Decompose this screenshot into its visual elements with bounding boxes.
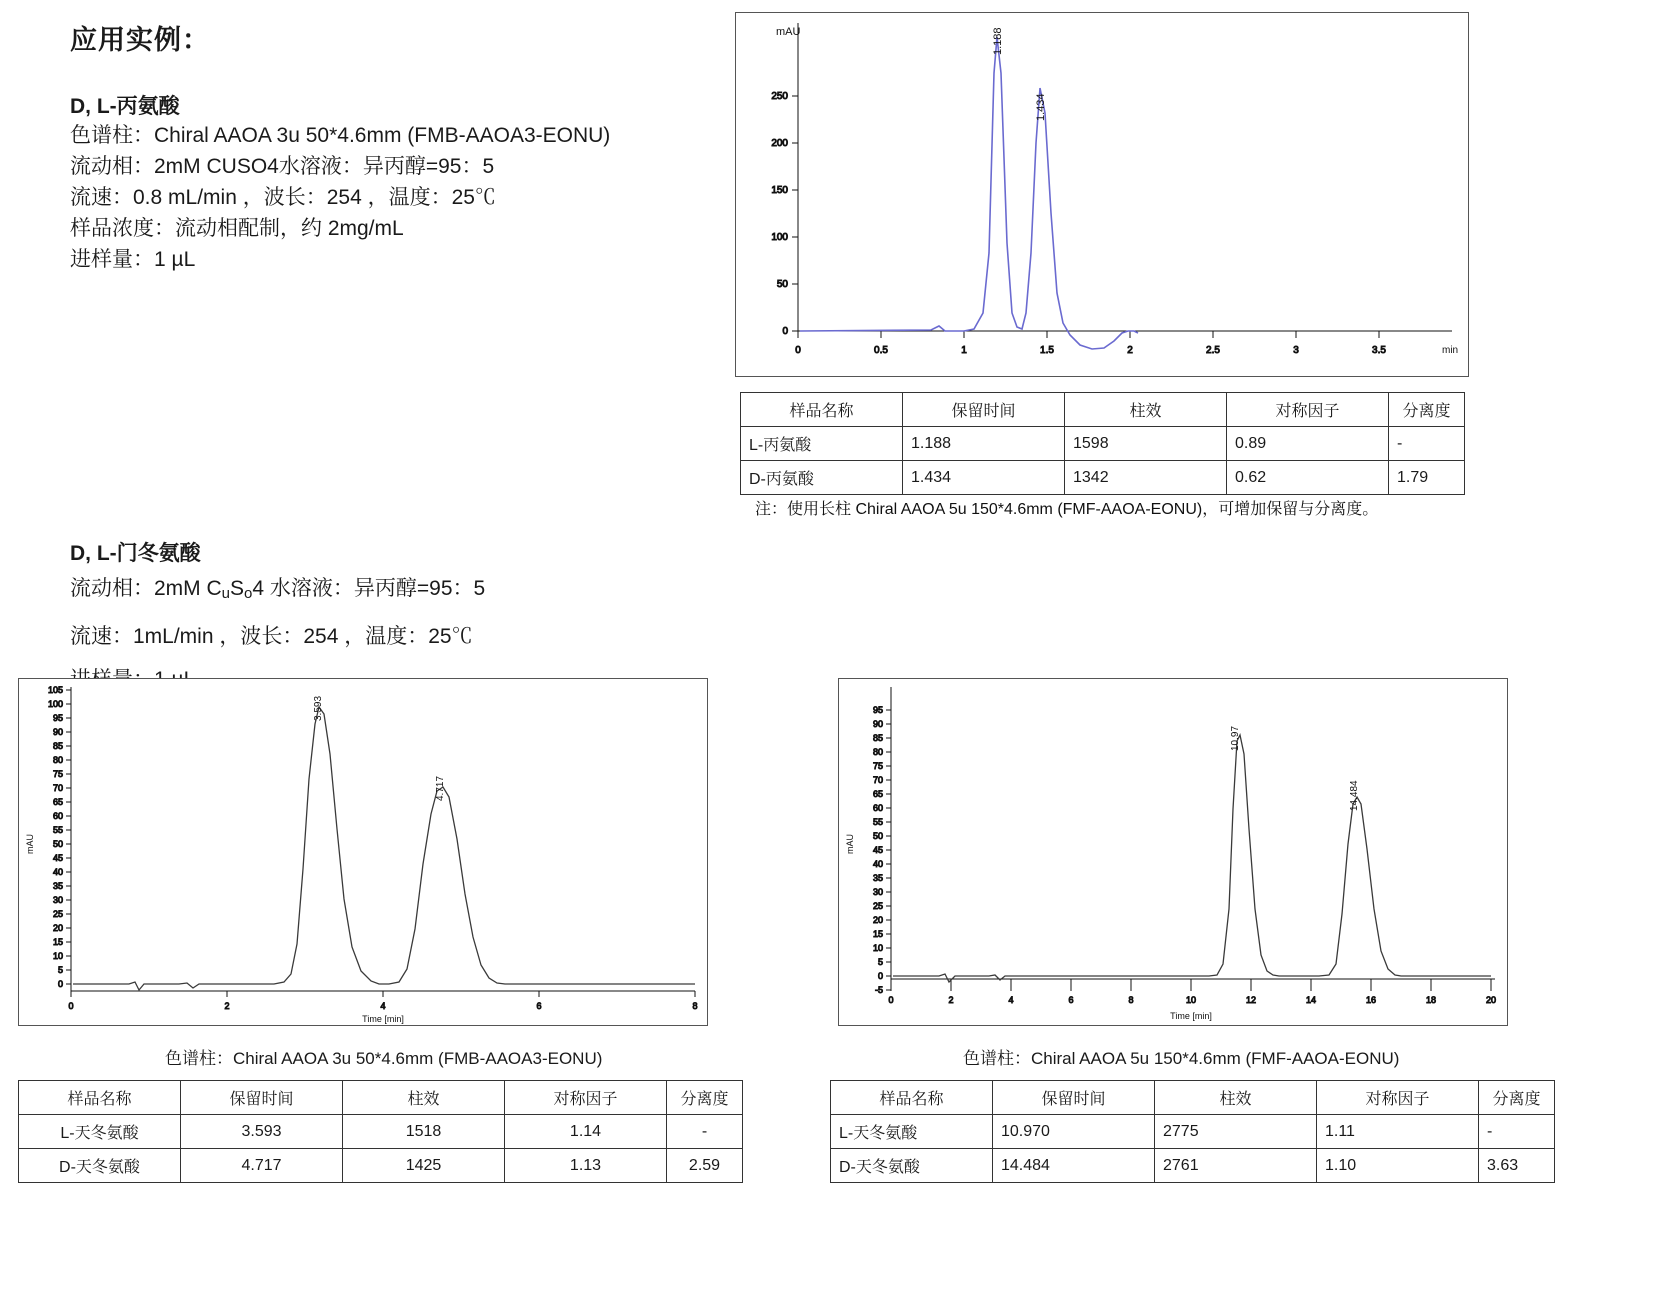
- table-header-cell: 对称因子: [1317, 1081, 1479, 1115]
- table-header-row: [741, 393, 1465, 427]
- table-row: [831, 1115, 1555, 1149]
- peak-label: 4.717: [435, 775, 446, 801]
- svg-text:0: 0: [782, 326, 788, 337]
- svg-text:25: 25: [872, 901, 883, 911]
- detail-line: 进样量：1 µL: [70, 248, 196, 271]
- section-details-alanine: [70, 120, 610, 275]
- svg-text:80: 80: [872, 747, 883, 757]
- peak-label: 10.97: [1230, 725, 1241, 751]
- table-header-cell: 保留时间: [181, 1081, 343, 1115]
- svg-text:16: 16: [1365, 995, 1377, 1005]
- svg-text:70: 70: [52, 783, 63, 793]
- svg-text:45: 45: [872, 845, 883, 855]
- table-cell: 10.970: [993, 1115, 1155, 1149]
- svg-text:25: 25: [52, 909, 63, 919]
- svg-text:80: 80: [52, 755, 63, 765]
- svg-text:0: 0: [877, 971, 883, 981]
- svg-text:55: 55: [52, 825, 63, 835]
- svg-text:90: 90: [872, 719, 883, 729]
- svg-text:mAU: mAU: [25, 834, 35, 854]
- svg-text:10: 10: [872, 943, 883, 953]
- svg-text:95: 95: [872, 705, 883, 715]
- svg-text:4: 4: [380, 1001, 386, 1011]
- svg-text:1: 1: [961, 345, 967, 356]
- caption-left-column: 色谱柱：Chiral AAOA 3u 50*4.6mm (FMB-AAOA3-EONU): [165, 1049, 603, 1068]
- svg-text:2: 2: [224, 1001, 230, 1011]
- table-header-cell: 保留时间: [903, 393, 1065, 427]
- table-cell: -: [1389, 427, 1465, 461]
- svg-text:3.5: 3.5: [1372, 345, 1386, 356]
- svg-text:50: 50: [776, 279, 788, 290]
- svg-text:100: 100: [771, 232, 788, 243]
- table-cell: 3.63: [1479, 1149, 1555, 1183]
- svg-text:15: 15: [52, 937, 63, 947]
- table-cell: 4.717: [181, 1149, 343, 1183]
- table-header-cell: 柱效: [1065, 393, 1227, 427]
- table-row: [19, 1149, 743, 1183]
- svg-text:75: 75: [872, 761, 883, 771]
- peak-label: 1.434: [1035, 93, 1047, 121]
- table-cell: 1.13: [505, 1149, 667, 1183]
- svg-text:10: 10: [1185, 995, 1197, 1005]
- svg-text:4: 4: [1008, 995, 1014, 1005]
- svg-text:6: 6: [536, 1001, 542, 1011]
- table-header-cell: 柱效: [1155, 1081, 1317, 1115]
- detail-line-mobile-phase: 流动相：2mM $C_uS_o4$ 水溶液：异丙醇=95：5: [70, 577, 486, 602]
- caption-right-column: 色谱柱：Chiral AAOA 5u 150*4.6mm (FMF-AAOA-EONU): [963, 1049, 1400, 1068]
- svg-text:55: 55: [872, 817, 883, 827]
- svg-text:20: 20: [52, 923, 63, 933]
- table-header-row: [19, 1081, 743, 1115]
- svg-text:0.5: 0.5: [874, 345, 888, 356]
- svg-text:min: min: [1442, 345, 1459, 356]
- table-cell: D-天冬氨酸: [19, 1149, 181, 1183]
- svg-text:85: 85: [52, 741, 63, 751]
- detail-line: 流速：0.8 mL/min ，波长：254 ，温度：25℃: [70, 186, 496, 209]
- svg-text:35: 35: [872, 873, 883, 883]
- table-row: [741, 461, 1465, 495]
- svg-text:65: 65: [872, 789, 883, 799]
- table-row: [741, 427, 1465, 461]
- svg-text:5: 5: [877, 957, 883, 967]
- note-alanine: 注：使用长柱 Chiral AAOA 5u 150*4.6mm (FMF-AAOA-EONU)，可增加保留与分离度。: [755, 501, 1379, 518]
- table-cell: 14.484: [993, 1149, 1155, 1183]
- table-cell: 1.11: [1317, 1115, 1479, 1149]
- page-title: 应用实例：: [70, 25, 210, 55]
- table-header-cell: 分离度: [667, 1081, 743, 1115]
- table-cell: -: [1479, 1115, 1555, 1149]
- table-cell: 1.79: [1389, 461, 1465, 495]
- table-cell: L-天冬氨酸: [19, 1115, 181, 1149]
- detail-line: 色谱柱：Chiral AAOA 3u 50*4.6mm (FMB-AAOA3-EONU): [70, 124, 611, 147]
- detail-line: 流动相：2mM CUSO4水溶液：异丙醇=95：5: [70, 155, 495, 178]
- chromatogram-alanine: [735, 12, 1469, 377]
- svg-text:50: 50: [52, 839, 63, 849]
- table-cell: 2775: [1155, 1115, 1317, 1149]
- svg-text:40: 40: [52, 867, 63, 877]
- svg-text:8: 8: [692, 1001, 698, 1011]
- table-header-cell: 样品名称: [741, 393, 903, 427]
- svg-text:45: 45: [52, 853, 63, 863]
- table-header-cell: 分离度: [1479, 1081, 1555, 1115]
- svg-text:50: 50: [872, 831, 883, 841]
- table-header-row: [831, 1081, 1555, 1115]
- svg-text:30: 30: [52, 895, 63, 905]
- svg-text:8: 8: [1128, 995, 1134, 1005]
- svg-text:3: 3: [1293, 345, 1299, 356]
- svg-text:mAU: mAU: [776, 26, 801, 38]
- svg-text:150: 150: [771, 185, 788, 196]
- table-cell: 1.188: [903, 427, 1065, 461]
- svg-text:250: 250: [771, 91, 788, 102]
- svg-text:12: 12: [1245, 995, 1257, 1005]
- svg-text:18: 18: [1425, 995, 1437, 1005]
- svg-text:105: 105: [47, 685, 63, 695]
- svg-text:0: 0: [795, 345, 801, 356]
- table-cell: 2761: [1155, 1149, 1317, 1183]
- svg-text:Time [min]: Time [min]: [362, 1014, 404, 1024]
- svg-text:40: 40: [872, 859, 883, 869]
- svg-text:2.5: 2.5: [1206, 345, 1220, 356]
- table-cell: L-丙氨酸: [741, 427, 903, 461]
- table-cell: 1.14: [505, 1115, 667, 1149]
- table-header-cell: 样品名称: [19, 1081, 181, 1115]
- section-heading-aspartic: D, L-门冬氨酸: [70, 542, 201, 565]
- svg-text:75: 75: [52, 769, 63, 779]
- svg-text:1.5: 1.5: [1040, 345, 1054, 356]
- svg-text:60: 60: [872, 803, 883, 813]
- table-cell: -: [667, 1115, 743, 1149]
- svg-text:mAU: mAU: [845, 834, 855, 854]
- svg-text:14: 14: [1305, 995, 1317, 1005]
- svg-text:90: 90: [52, 727, 63, 737]
- table-cell: D-天冬氨酸: [831, 1149, 993, 1183]
- svg-text:5: 5: [57, 965, 63, 975]
- svg-text:100: 100: [47, 699, 63, 709]
- table-cell: 2.59: [667, 1149, 743, 1183]
- table-header-cell: 样品名称: [831, 1081, 993, 1115]
- svg-text:20: 20: [872, 915, 883, 925]
- section-heading-alanine: D, L-丙氨酸: [70, 95, 180, 118]
- svg-text:10: 10: [52, 951, 63, 961]
- results-table-aspartic-short-column: [18, 1080, 743, 1183]
- chromatogram-aspartic-long-column: [838, 678, 1508, 1026]
- svg-text:0: 0: [68, 1001, 74, 1011]
- table-header-cell: 对称因子: [1227, 393, 1389, 427]
- chromatogram-aspartic-short-column: [18, 678, 708, 1026]
- svg-text:-5: -5: [874, 985, 883, 995]
- svg-text:30: 30: [872, 887, 883, 897]
- svg-text:70: 70: [872, 775, 883, 785]
- table-cell: 1.434: [903, 461, 1065, 495]
- table-cell: 3.593: [181, 1115, 343, 1149]
- table-header-cell: 分离度: [1389, 393, 1465, 427]
- peak-label: 1.188: [992, 27, 1004, 55]
- detail-line: 样品浓度：流动相配制，约 2mg/mL: [70, 217, 404, 240]
- results-table-aspartic-long-column: [830, 1080, 1555, 1183]
- table-row: [831, 1149, 1555, 1183]
- table-header-cell: 柱效: [343, 1081, 505, 1115]
- svg-text:200: 200: [771, 138, 788, 149]
- table-cell: D-丙氨酸: [741, 461, 903, 495]
- results-table-alanine: [740, 392, 1465, 495]
- svg-text:60: 60: [52, 811, 63, 821]
- svg-text:15: 15: [872, 929, 883, 939]
- table-cell: 0.89: [1227, 427, 1389, 461]
- svg-text:35: 35: [52, 881, 63, 891]
- table-cell: L-天冬氨酸: [831, 1115, 993, 1149]
- svg-text:6: 6: [1068, 995, 1074, 1005]
- svg-text:2: 2: [948, 995, 954, 1005]
- svg-text:0: 0: [57, 979, 63, 989]
- table-cell: 1518: [343, 1115, 505, 1149]
- table-cell: 1425: [343, 1149, 505, 1183]
- detail-line: 流速：1mL/min ，波长：254 ，温度：25℃: [70, 625, 473, 648]
- table-row: [19, 1115, 743, 1149]
- peak-label: 14.484: [1349, 780, 1360, 811]
- table-cell: 1342: [1065, 461, 1227, 495]
- table-cell: 1598: [1065, 427, 1227, 461]
- svg-text:95: 95: [52, 713, 63, 723]
- svg-text:Time [min]: Time [min]: [1170, 1011, 1212, 1021]
- peak-label: 3.593: [313, 695, 324, 721]
- table-header-cell: 对称因子: [505, 1081, 667, 1115]
- svg-text:65: 65: [52, 797, 63, 807]
- svg-text:0: 0: [888, 995, 894, 1005]
- svg-text:2: 2: [1127, 345, 1133, 356]
- table-cell: 0.62: [1227, 461, 1389, 495]
- svg-text:85: 85: [872, 733, 883, 743]
- table-cell: 1.10: [1317, 1149, 1479, 1183]
- table-header-cell: 保留时间: [993, 1081, 1155, 1115]
- svg-text:20: 20: [1485, 995, 1497, 1005]
